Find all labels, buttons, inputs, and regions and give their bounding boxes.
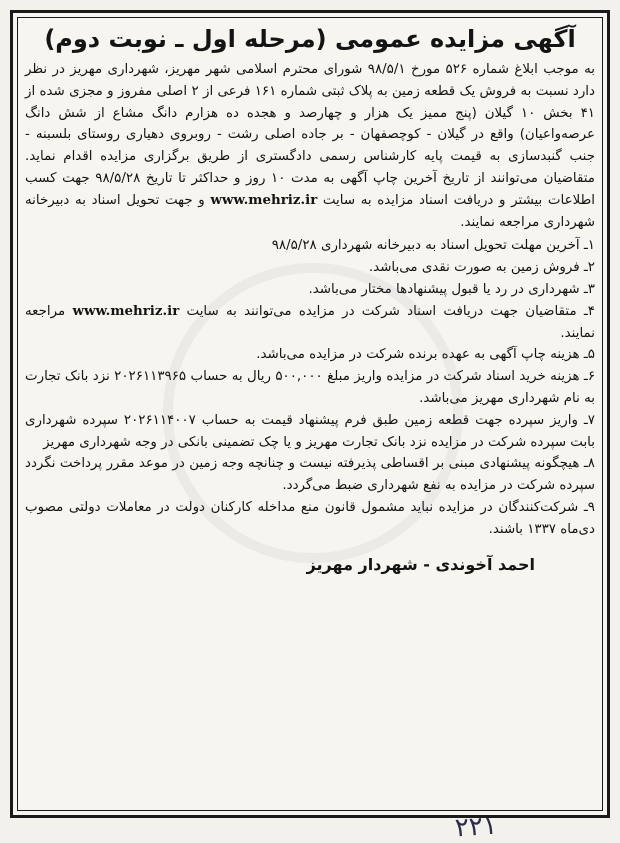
clause-6: ۶ـ هزینه خرید اسناد شرکت در مزایده واریز مبلغ ۵۰۰,۰۰۰ ریال به حساب ۲۰۲۶۱۱۳۹۶۵ نزد بانک تجارت به نام شهرداری مهریز می‌باشد. bbox=[25, 369, 596, 406]
intro-text-end: و جهت تحویل اسناد به دبیرخانه شهرداری مراجعه نمایند. bbox=[25, 192, 595, 230]
notice-title: آگهی مزایده عمومی (مرحله اول ـ نوبت دوم) bbox=[44, 25, 576, 53]
clause-9: ۹ـ شرکت‌کنندگان در مزایده نباید مشمول قانون منع مداخله کارکنان دولت در معاملات دولتی مصوب دی‌ماه ۱۳۳۷ باشند. bbox=[25, 499, 595, 537]
clause-4-text-end: مراجعه نمایند. bbox=[25, 303, 595, 341]
notice-intro bbox=[25, 59, 595, 233]
handwritten-mark: ۲۲۱ bbox=[454, 810, 498, 843]
clause-1: ۱ـ آخرین مهلت تحویل اسناد به دبیرخانه شهرداری ۹۸/۵/۲۸ bbox=[271, 238, 595, 254]
clause-5: ۵ـ هزینه چاپ آگهی به عهده برنده شرکت در مزایده می‌باشد. bbox=[256, 347, 595, 363]
clause-3: ۳ـ شهرداری در رد یا قبول پیشنهادها مختار می‌باشد. bbox=[308, 281, 595, 297]
clause-4-text: ۴ـ متقاضیان جهت دریافت اسناد شرکت در مزایده می‌توانند به سایت bbox=[186, 303, 595, 319]
clause-list bbox=[25, 235, 595, 540]
clause-4-website-link[interactable]: www.mehriz.ir bbox=[72, 302, 180, 319]
clause-7: ۷ـ واریز سپرده جهت قطعه زمین طبق فرم پیشنهاد قیمت به حساب ۲۰۲۶۱۱۴۰۰۷ سپرده شهرداری بابت سپرده شرکت در مزایده نزد بانک تجارت مهریز و یا چک تضمینی بانکی در وجه شهرداری مهریز bbox=[25, 412, 595, 450]
clause-2: ۲ـ فروش زمین به صورت نقدی می‌باشد. bbox=[368, 260, 595, 276]
auction-notice bbox=[10, 10, 610, 818]
intro-text: به موجب ابلاغ شماره ۵۲۶ مورخ ۹۸/۵/۱ شورای محترم اسلامی شهر مهریز، شهرداری مهریز در نظر دارد نسبت به فروش یک قطعه زمین به پلاک ثبتی شماره ۱۶۱ فرعی از ۲ اصلی مفروز و مجزی شده از ۴۱ بخش ۱۰ گیلان (پنج ممیز یک هزار و چهارصد و هجده ده هزارم دانگ مشاع از شش دانگ عرصه‌واعیان) واقع در گیلان - کوچصفهان - بر جاده اصلی رشت - روبروی دهیاری روستای بلسبنه - جنب گنبدسازی به قیمت پایه کارشناس رسمی دادگستری از طریق برگزاری مزایده اقدام نماید. متقاضیان می‌توانند از تاریخ آخرین چاپ آگهی به مدت ۱۰ روز و حداکثر تا تاریخ ۹۸/۵/۲۸ جهت کسب اطلاعات بیشتر و دریافت اسناد مزایده به سایت bbox=[25, 62, 596, 208]
intro-website-link[interactable]: www.mehriz.ir bbox=[210, 191, 318, 208]
clause-8: ۸ـ هیچگونه پیشنهادی مبنی بر اقساطی پذیرفته نیست و چنانچه وجه زمین در موعد مقرر پرداخت نگردد سپرده شرکت در مزایده به نفع شهرداری ضبط می‌گردد. bbox=[25, 456, 595, 494]
clause-4 bbox=[25, 301, 595, 345]
signature: احمد آخوندی - شهردار مهریز bbox=[306, 554, 535, 574]
